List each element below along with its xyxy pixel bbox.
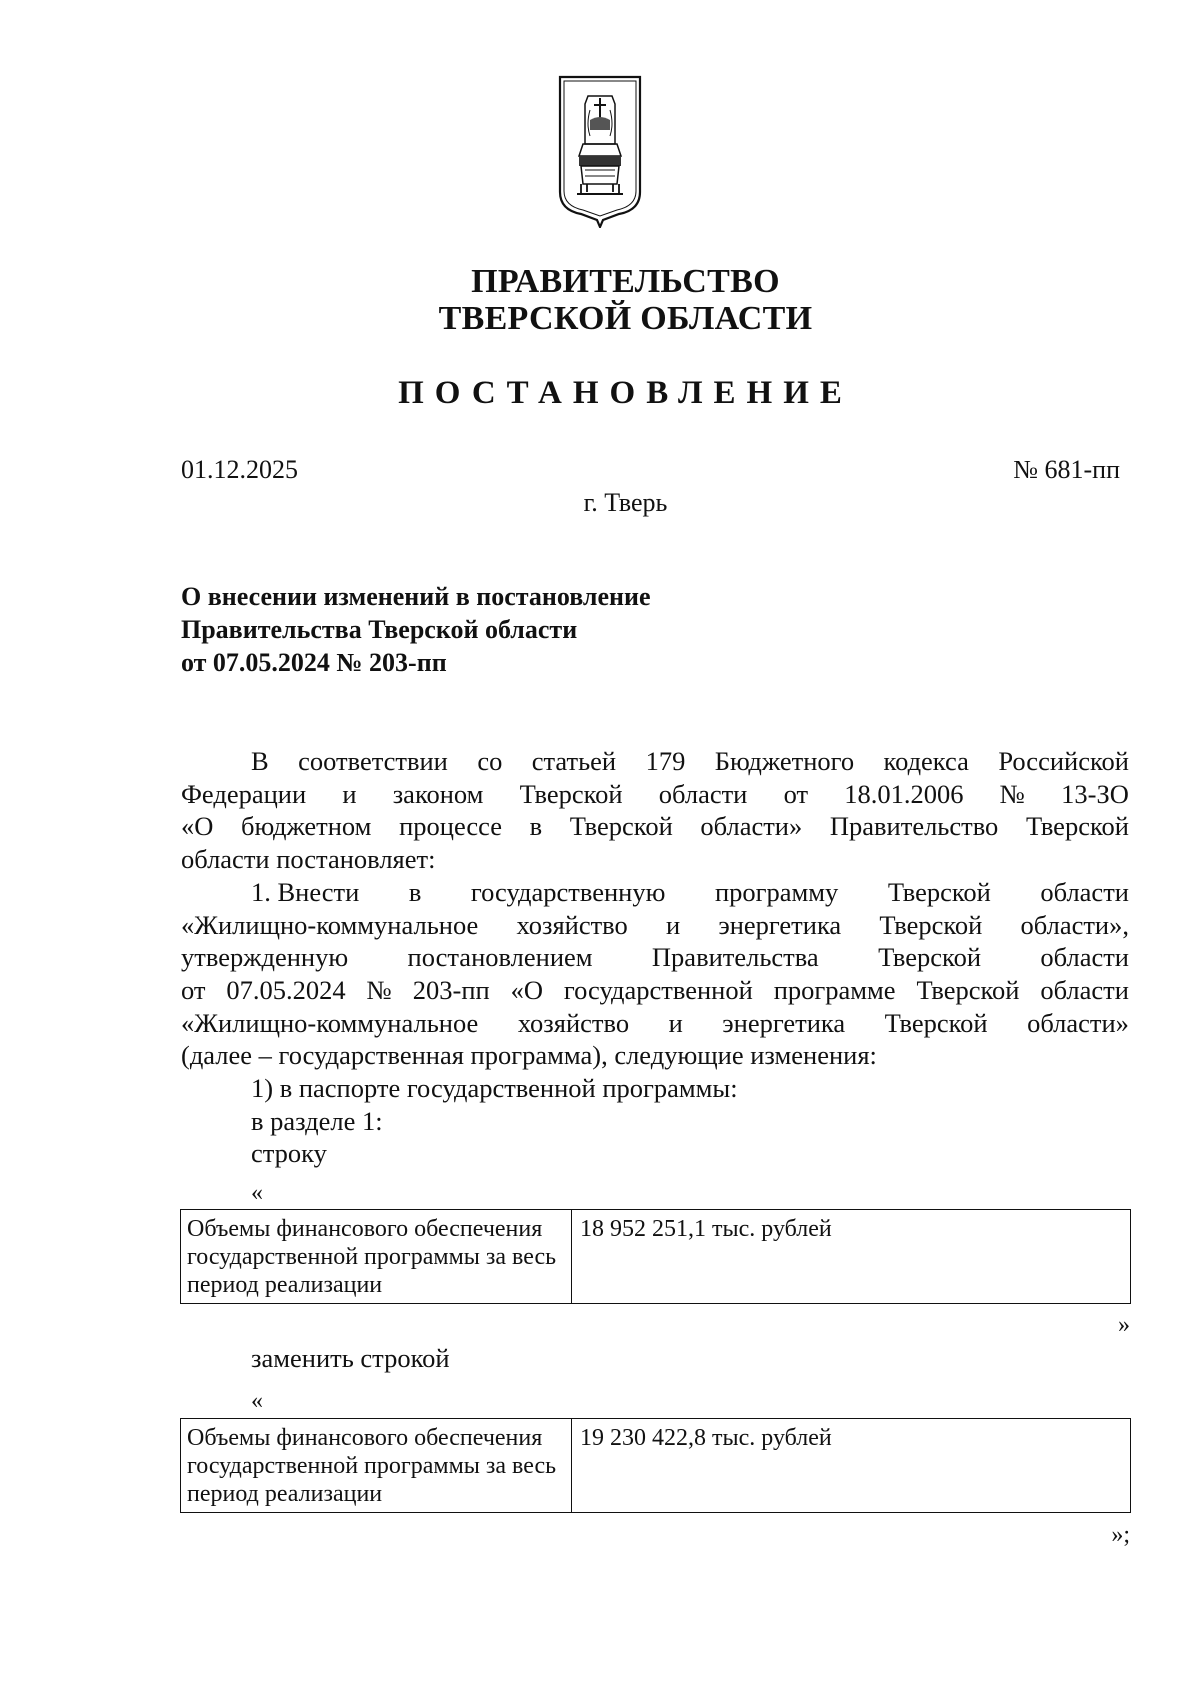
document-number: № 681-пп xyxy=(1013,455,1120,484)
word: в xyxy=(408,876,422,907)
word: Тверской xyxy=(884,1007,988,1038)
list-item: 1) в паспорте государственной программы: xyxy=(251,1073,738,1104)
word: от xyxy=(783,778,809,809)
word: постановлением xyxy=(407,942,593,973)
word: 203-пп xyxy=(412,974,490,1005)
label-line: Объемы финансового обеспечения xyxy=(187,1425,543,1451)
word: Федерации xyxy=(181,778,307,809)
word: в xyxy=(529,811,543,842)
word: хозяйство xyxy=(517,1007,630,1038)
word: № xyxy=(999,778,1025,809)
word: Тверской xyxy=(1025,811,1129,842)
table-cell-label xyxy=(181,1210,572,1303)
word: соответствии xyxy=(298,746,448,776)
word: государственной xyxy=(563,974,753,1005)
quote-close-mark: » xyxy=(1118,1312,1130,1338)
word: от xyxy=(181,974,206,1005)
quote-open-mark: « xyxy=(251,1388,263,1414)
quote-close-mark: »; xyxy=(1111,1522,1130,1548)
subject-line: О внесении изменений в постановление xyxy=(181,582,651,611)
word: области» xyxy=(700,811,803,842)
paragraph-line xyxy=(181,974,1129,1007)
word: области xyxy=(1040,876,1129,907)
word: Бюджетного xyxy=(714,746,855,776)
label-line: период реализации xyxy=(187,1272,383,1298)
word: 179 xyxy=(645,746,686,776)
word: утвержденную xyxy=(181,942,349,973)
word: Тверской xyxy=(887,876,991,907)
replace-instruction: заменить строкой xyxy=(251,1343,450,1373)
government-name-line1: ПРАВИТЕЛЬСТВО xyxy=(471,263,780,300)
word: 07.05.2024 xyxy=(226,974,346,1005)
table-cell-value: 19 230 422,8 тыс. рублей xyxy=(580,1425,832,1451)
paragraph-line xyxy=(181,941,1129,974)
label-line: государственной программы за весь xyxy=(187,1453,557,1479)
label-line: Объемы финансового обеспечения xyxy=(187,1216,543,1242)
word: области xyxy=(1040,974,1129,1005)
list-item: строку xyxy=(251,1138,327,1169)
word: 1. Внести xyxy=(251,876,360,907)
list-item: в разделе 1: xyxy=(251,1105,383,1136)
document-kind: ПОСТАНОВЛЕНИЕ xyxy=(398,375,853,411)
old-row-table xyxy=(180,1209,1131,1304)
document-city: г. Тверь xyxy=(583,488,668,517)
label-line: период реализации xyxy=(187,1481,383,1507)
label-line: государственной программы за весь xyxy=(187,1244,557,1270)
word: Российской xyxy=(998,746,1129,776)
quote-open-mark: « xyxy=(251,1180,263,1206)
word: энергетика xyxy=(722,1007,846,1038)
government-name-line2: ТВЕРСКОЙ ОБЛАСТИ xyxy=(438,300,813,337)
word: Тверской xyxy=(916,974,1020,1005)
document-date: 01.12.2025 xyxy=(181,455,298,484)
word: кодекса xyxy=(883,746,969,776)
word: и xyxy=(668,1007,683,1038)
word: статьей xyxy=(531,746,617,776)
paragraph-line xyxy=(181,745,1129,778)
word: энергетика xyxy=(718,909,842,940)
subject-line: Правительства Тверской области xyxy=(181,615,578,644)
paragraph-line: области постановляет: xyxy=(181,844,436,875)
word: области xyxy=(1040,942,1129,973)
word: 18.01.2006 xyxy=(844,778,964,809)
word: Тверской xyxy=(519,778,623,809)
table-cell-label xyxy=(181,1419,572,1512)
word: законом xyxy=(392,778,484,809)
word: В xyxy=(251,746,269,776)
word: «О xyxy=(181,811,214,842)
new-row-table xyxy=(180,1418,1131,1513)
word: программу xyxy=(714,876,839,907)
word: Тверской xyxy=(878,942,982,973)
word: со xyxy=(477,746,503,776)
word: бюджетном xyxy=(241,811,372,842)
paragraph-item-1 xyxy=(181,876,1129,1040)
document-subject xyxy=(181,580,651,679)
table-cell-value: 18 952 251,1 тыс. рублей xyxy=(580,1216,832,1242)
word: области», xyxy=(1020,909,1129,940)
paragraph-line: (далее – государственная программа), следующие изменения: xyxy=(181,1040,877,1071)
word: «Жилищно-коммунальное xyxy=(181,1007,479,1038)
word: области xyxy=(658,778,748,809)
tver-coat-of-arms-icon xyxy=(557,74,643,228)
word: программе xyxy=(773,974,896,1005)
word: Правительство xyxy=(829,811,999,842)
word: 13-ЗО xyxy=(1061,778,1129,809)
word: Тверской xyxy=(879,909,983,940)
word: хозяйство xyxy=(516,909,628,940)
word: Тверской xyxy=(569,811,673,842)
word: и xyxy=(665,909,681,940)
paragraph-line xyxy=(181,876,1129,909)
document-body xyxy=(181,745,1129,1170)
paragraph-line xyxy=(181,909,1129,942)
subject-line: от 07.05.2024 № 203-пп xyxy=(181,648,447,677)
word: «Жилищно-коммунальное xyxy=(181,909,479,940)
paragraph-line xyxy=(181,1007,1129,1040)
word: Правительства xyxy=(651,942,819,973)
word: «О xyxy=(510,974,543,1005)
word: области» xyxy=(1027,1007,1129,1038)
paragraph-line xyxy=(181,810,1129,843)
word: и xyxy=(342,778,357,809)
word: процессе xyxy=(399,811,502,842)
paragraph-preamble xyxy=(181,745,1129,843)
paragraph-line xyxy=(181,778,1129,811)
word: № xyxy=(366,974,392,1005)
word: государственную xyxy=(470,876,666,907)
